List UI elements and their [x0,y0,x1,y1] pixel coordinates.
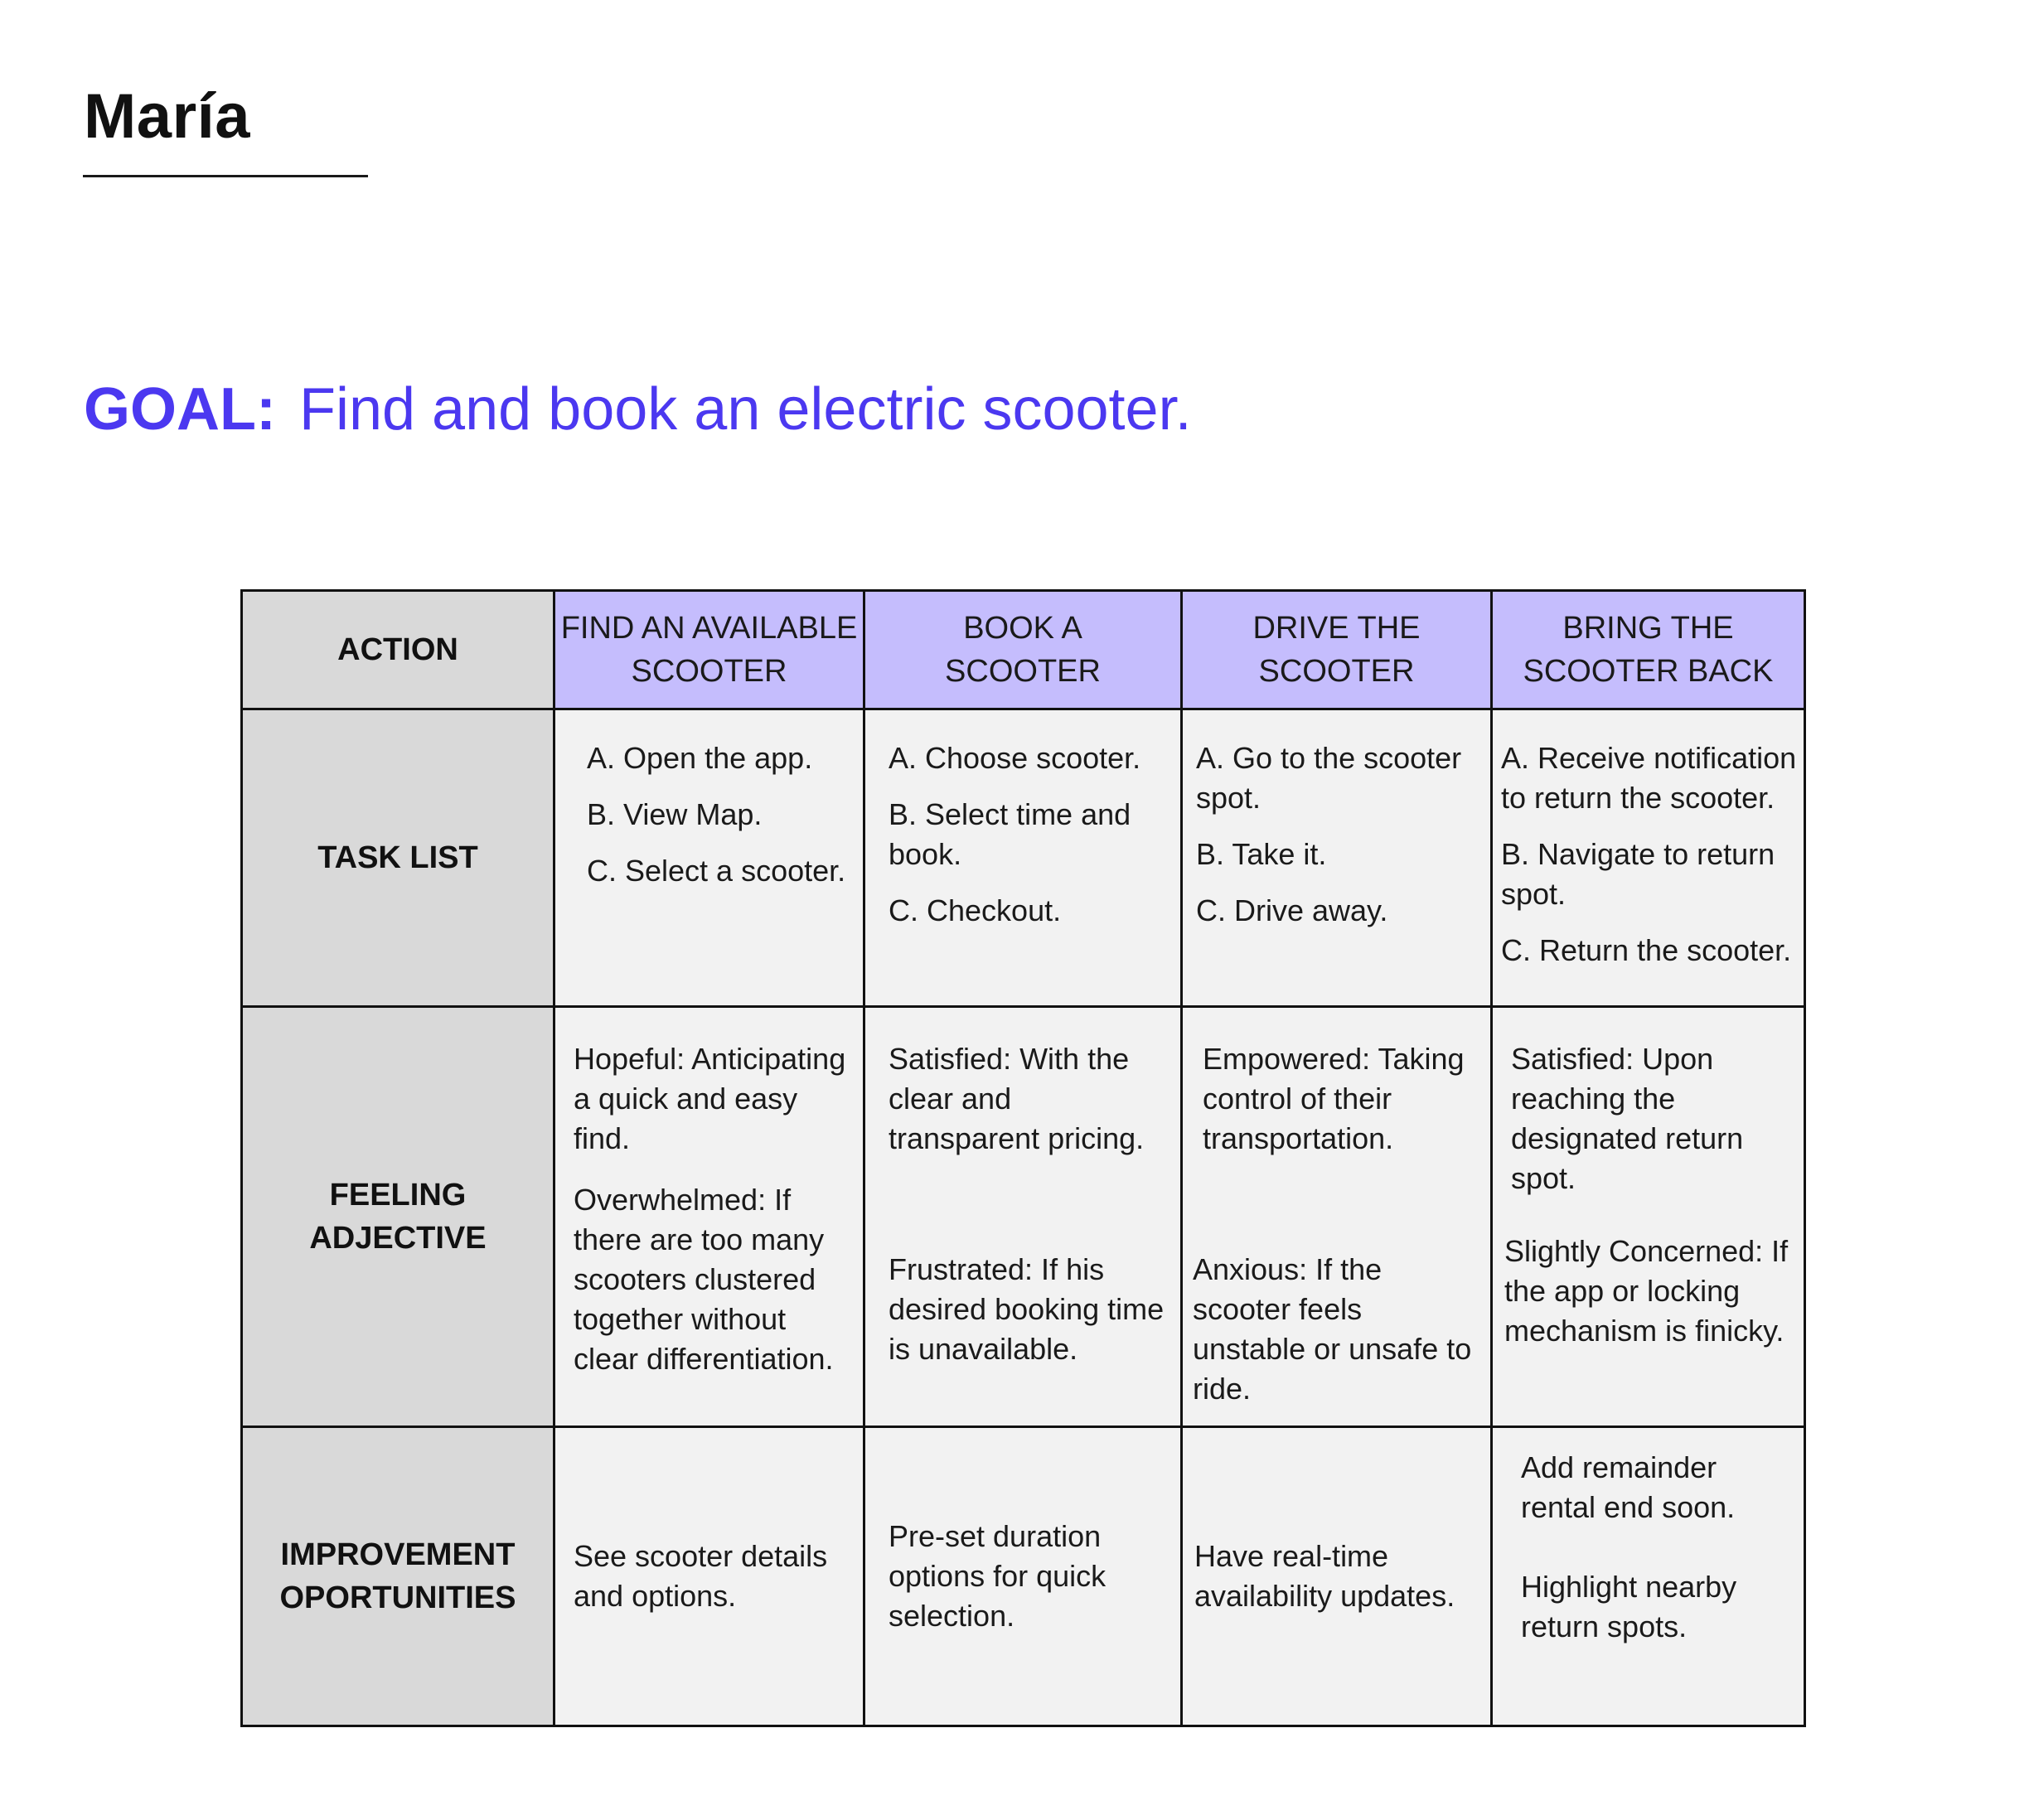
row-header-action [242,591,554,709]
task-item: C. Select a scooter. [587,854,846,888]
column-header-line: BOOK A [963,611,1082,646]
task-list-row [242,709,1805,1007]
task-item: B. Take it. [1196,837,1327,871]
journey-map-table [240,589,1806,1727]
task-item: C. Checkout. [889,893,1062,927]
improvement-item: Have real-time availability updates. [1194,1539,1455,1613]
feeling-item: Frustrated: If his desired booking time is unavailable. [889,1252,1165,1366]
improvement-cell-find [554,1427,864,1726]
task-cell-drive [1182,709,1492,1007]
task-item: B. View Map. [587,797,763,831]
feeling-cell-drive [1182,1007,1492,1427]
column-header-line: FIND AN AVAILABLE [560,611,858,646]
column-header-line: SCOOTER [945,654,1101,689]
row-header-line: ADJECTIVE [309,1221,487,1256]
row-header-label: TASK LIST [317,840,478,875]
improvement-cell-return [1492,1427,1805,1726]
task-item: C. Drive away. [1196,893,1388,927]
feeling-item: Satisfied: Upon reaching the designated return spot. [1511,1042,1744,1195]
task-item: A. Go to the scooter spot. [1196,741,1462,815]
goal-label: GOAL: [84,376,276,443]
goal-text: Find and book an electric scooter. [298,376,1192,443]
improvement-item: Pre-set duration options for quick selection. [889,1519,1107,1633]
row-header-improvement [242,1427,554,1726]
feeling-cell-find [554,1007,864,1427]
feeling-item: Anxious: If the scooter feels unstable or unsafe to ride. [1193,1252,1472,1406]
column-header-drive [1182,591,1492,709]
feeling-cell-book [864,1007,1182,1427]
column-header-line: BRING THE [1562,611,1734,646]
improvement-item: Add remainder rental end soon. [1521,1450,1736,1524]
row-header-task-list [242,709,554,1007]
improvement-cell-book [864,1427,1182,1726]
feeling-item: Overwhelmed: If there are too many scooters clustered together without clear differentiation. [574,1183,834,1376]
feeling-cell-return [1492,1007,1805,1427]
column-header-book [864,591,1182,709]
row-header-line: IMPROVEMENT [280,1537,516,1572]
row-header-label: ACTION [337,632,458,667]
feeling-row [242,1007,1805,1427]
column-header-line: SCOOTER BACK [1523,654,1774,689]
task-cell-book [864,709,1182,1007]
goal-statement [84,376,1192,443]
task-item: A. Open the app. [587,741,813,775]
feeling-item: Empowered: Taking control of their transportation. [1203,1042,1465,1155]
improvement-item: See scooter details and options. [574,1539,828,1613]
task-item: A. Receive notification to return the scooter. [1501,741,1797,815]
feeling-item: Satisfied: With the clear and transparent pricing. [889,1042,1145,1155]
row-header-line: OPORTUNITIES [279,1580,516,1615]
column-header-return [1492,591,1805,709]
task-item: B. Select time and book. [889,797,1131,871]
row-header-line: FEELING [329,1178,467,1213]
task-cell-return [1492,709,1805,1007]
persona-name: María [84,81,251,152]
column-header-find [554,591,864,709]
action-row [242,591,1805,709]
task-item: B. Navigate to return spot. [1501,837,1775,911]
task-item: C. Return the scooter. [1501,933,1792,967]
column-header-line: DRIVE THE [1252,611,1421,646]
task-item: A. Choose scooter. [889,741,1141,775]
improvement-row [242,1427,1805,1726]
feeling-item: Hopeful: Anticipating a quick and easy find. [574,1042,846,1155]
improvement-item: Highlight nearby return spots. [1521,1570,1737,1643]
column-header-line: SCOOTER [1258,654,1415,689]
column-header-line: SCOOTER [631,654,787,689]
row-header-feeling [242,1007,554,1427]
persona-underline [83,175,368,177]
improvement-cell-drive [1182,1427,1492,1726]
task-cell-find [554,709,864,1007]
feeling-item: Slightly Concerned: If the app or locking mechanism is finicky. [1504,1234,1789,1348]
